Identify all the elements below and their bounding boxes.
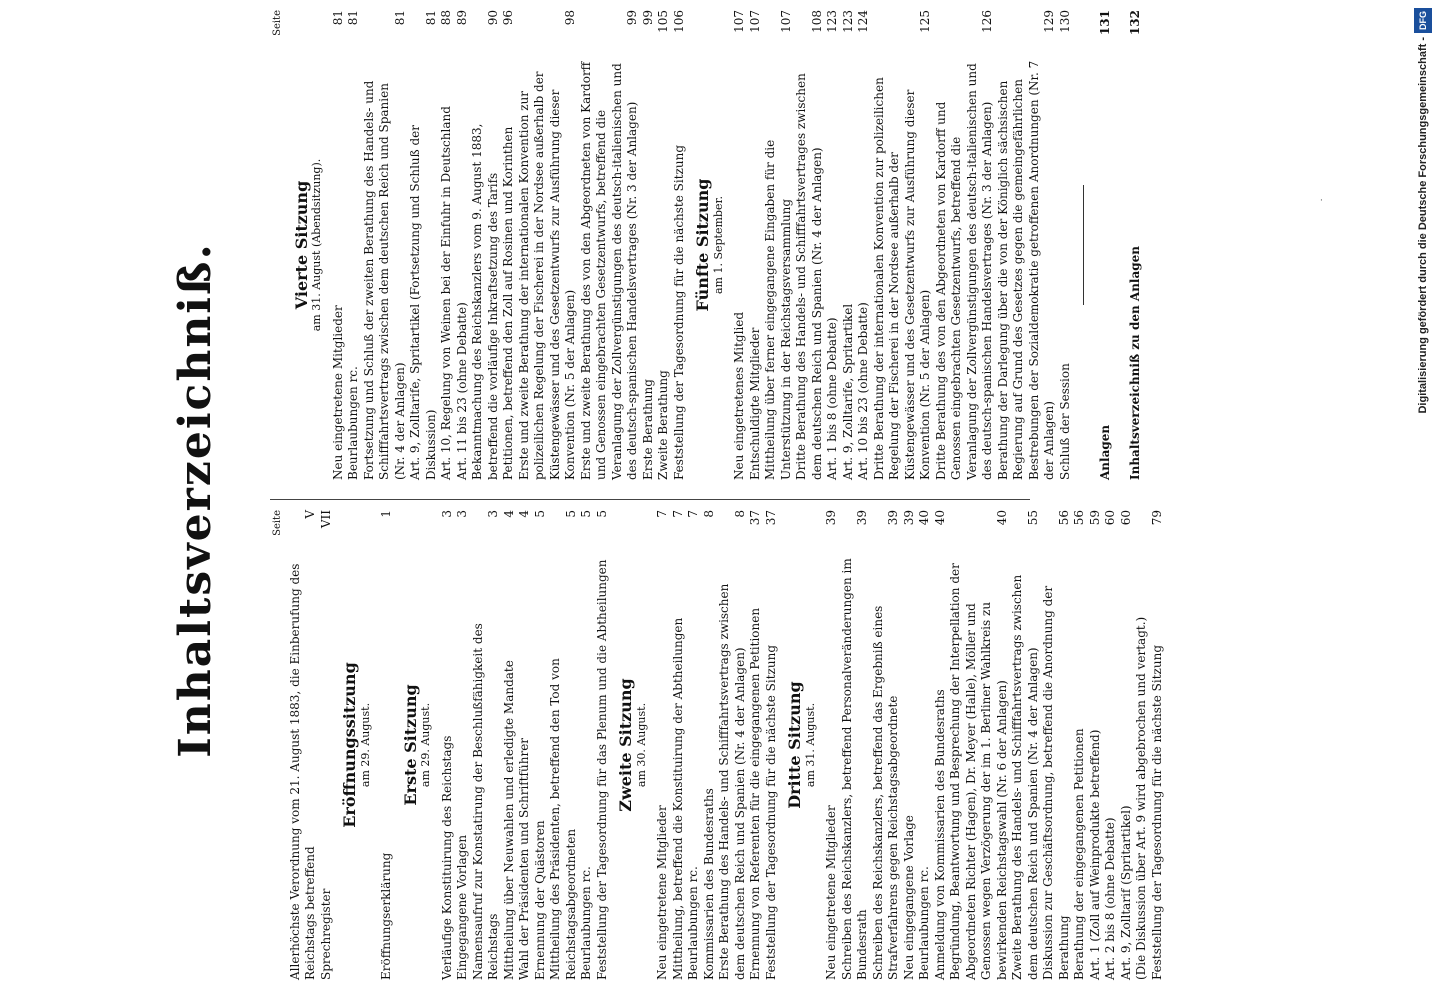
toc-entry: [1058, 10, 1074, 480]
section-date: am 31. August (Abendsitzung).: [310, 158, 323, 332]
toc-entry-text: Berathung der eingegangenen Petitionen: [1072, 728, 1086, 980]
toc-entry: [1103, 510, 1119, 980]
rotated-scan-page: [160, 0, 1400, 1000]
toc-entry-page: 3: [439, 510, 454, 518]
section-heading: Eröffnungssitzung: [340, 662, 359, 828]
toc-entry-text: Dritte Berathung des von den Abgeordneten von Kardorff und Genossen eingebrachten Gesetzentwurfs, betreffend die Veranlagung der Zollvergünstigungen des deutsch-italienischen und des deutsch-spanischen Handelsvertrages (Nr. 3 der Anlagen): [933, 63, 994, 480]
dfg-credit: [1414, 0, 1432, 1000]
toc-entry-text: Mittheilung, betreffend die Konstituirung der Abtheilungen: [670, 617, 685, 980]
toc-entry-page: 55: [1025, 510, 1040, 526]
toc-entry-text: Beurlaubungen rc.: [346, 366, 360, 480]
toc-entry-page: 3: [455, 510, 469, 518]
toc-entry-text: Entschuldigte Mitglieder: [747, 327, 762, 480]
toc-entry-text: Feststellung der Tagesordnung für die nächste Sitzung: [671, 144, 686, 480]
anlagen-entries: [1098, 10, 1143, 480]
toc-entry-text: Inhaltsverzeichniß zu den Anlagen: [1127, 245, 1142, 480]
toc-entry: [702, 510, 718, 980]
page-content: [160, 0, 1400, 1000]
toc-entry: [1088, 510, 1104, 980]
toc-entry-page: 4: [517, 510, 531, 518]
toc-entry-text: Feststellung der Tagesordnung für die nächste Sitzung: [763, 644, 778, 980]
toc-entry-page: 99: [625, 10, 639, 26]
toc-entry-page: 40: [932, 510, 947, 526]
toc-entry-text: Art. 9, Zolltarif (Spritartikel): [1118, 805, 1133, 980]
toc-entry-page: V: [303, 510, 317, 519]
toc-entry-text: Wahl der Präsidenten und Schriftführer: [517, 737, 531, 980]
toc-entry-page: 5: [563, 510, 578, 518]
toc-entry-text: Erste Berathung des Handels- und Schifffahrtsvertrags zwischen dem deutschen Reich und Spanien (Nr. 4 der Anlagen): [717, 583, 747, 980]
toc-entry-text: Dritte Berathung des Handels- und Schifffahrtsvertrages zwischen dem deutschen Reich und Spanien (Nr. 4 der Anlagen): [794, 73, 824, 480]
toc-entry-page: 4: [501, 510, 516, 518]
toc-entry-page: 79: [1149, 510, 1164, 526]
toc-entry-text: Anmeldung von Kommissarien des Bundesraths: [932, 689, 947, 980]
toc-entry-page: 39: [886, 510, 900, 526]
toc-entry: [717, 510, 748, 980]
toc-entry-text: Neu eingetretenes Mitglied: [732, 311, 746, 480]
toc-entry: [996, 10, 1058, 480]
toc-entry: [933, 510, 949, 980]
toc-entry-page: 132: [1127, 10, 1142, 36]
toc-entry-page: 96: [501, 10, 515, 26]
toc-entry-text: Petitionen, betreffend den Zoll auf Rosinen und Korinthen: [501, 126, 515, 480]
toc-entry: [825, 10, 841, 480]
toc-entry-text: Art. 1 (Zoll auf Weinprodukte betreffend): [1087, 729, 1102, 980]
toc-entry-text: Art. 9, Zolltarife, Spritartikel (Fortsetzung und Schluß der Diskussion): [408, 125, 438, 480]
toc-entry-page: 7: [670, 510, 685, 518]
left-column: [270, 510, 1165, 980]
toc-entry: [672, 10, 688, 480]
toc-entry-page: 5: [579, 510, 593, 518]
toc-entry: [1128, 10, 1144, 480]
section-heading: Vierte Sitzung: [291, 180, 311, 310]
toc-entry-page: 99: [640, 10, 655, 26]
toc-entry-page: 107: [778, 10, 793, 33]
toc-entry-page: 3: [486, 510, 500, 518]
toc-entry: [1041, 510, 1072, 980]
toc-entry: [841, 10, 857, 480]
toc-entry-page: 37: [763, 510, 778, 526]
seite-label-right: Seite: [272, 10, 283, 36]
toc-entry-text: Erste und zweite Berathung der internationalen Konvention zur polizeilichen Regelung der Fischerei in der Nordsee außerhalb der Küstengewässer und des Gesetzentwurfs zur Ausführung dieser Konvention (Nr. 5 der Anlagen): [516, 71, 577, 480]
toc-entry-text: Fortsetzung und Schluß der zweiten Berathung des Handels- und Schifffahrtsvertrags zwischen dem deutschen Reich und Spanien (Nr. 4 der Anlagen): [361, 80, 407, 480]
toc-entry-text: Beurlaubungen rc.: [686, 866, 700, 980]
toc-entry: [1150, 510, 1166, 980]
toc-entry-text: Allerhöchste Verordnung vom 21. August 1883, die Einberufung des Reichstags betreffend: [287, 563, 317, 980]
toc-entry-text: Sprechregister: [318, 888, 333, 980]
toc-entry-text: Mittheilung über Neuwahlen und erledigte Mandate: [501, 660, 516, 980]
toc-entry: [934, 10, 996, 480]
toc-entry: [579, 10, 641, 480]
toc-entry: [595, 510, 611, 980]
toc-entry-text: Bekanntmachung des Reichskanzlers vom 9. August 1883, betreffend die vorläufige Inkraftsetzung des Tarifs: [470, 123, 500, 480]
toc-entry-text: Erste Berathung: [640, 379, 655, 480]
toc-entry-page: 81: [346, 10, 360, 26]
toc-entry-page: 130: [1057, 10, 1072, 33]
toc-entry-page: 8: [732, 510, 747, 518]
toc-entry-page: 5: [594, 510, 609, 518]
toc-entry-text: Erste und zweite Berathung des von den Abgeordneten von Kardorff und Genossen eingebrachten Gesetzentwurfs, betreffend die Veranlagung der Zollvergünstigungen des deutsch-italienischen und des deutsch-spanischen Handelsvertrages (Nr. 3 der Anlagen): [578, 61, 639, 480]
toc-entry-text: Begründung, Beantwortung und Besprechung der Interpellation der Abgeordneten Richter (Hagen), Dr. Meyer (Halle), Möller und Genossen wegen Verzögerung der im 1. Berliner Wahlkreis zu bewirkenden Reichstagswahl (Nr. 6 der Anlagen): [948, 563, 1009, 980]
toc-entry-text: Dritte Berathung der internationalen Konvention zur polizeilichen Regelung der Fischerei in der Nordsee außerhalb der Küstengewässer und des Gesetzentwurfs zur Ausführung dieser Konvention (Nr. 5 der Anlagen): [871, 77, 932, 480]
column-divider: [270, 499, 1030, 500]
dfg-logo: DFG: [1414, 8, 1432, 33]
toc-entry: [470, 10, 501, 480]
toc-entry: [872, 10, 934, 480]
toc-entry: [764, 510, 780, 980]
section-heading: Erste Sitzung: [400, 684, 420, 806]
toc-entry-text: Neu eingegangene Vorlage: [901, 815, 916, 980]
toc-entry: [748, 10, 764, 480]
toc-entry: [346, 10, 362, 480]
toc-entry-text: Zweite Berathung: [656, 370, 670, 480]
toc-entry-text: Art. 9, Zolltarife, Spritartikel: [840, 303, 855, 480]
toc-entry-text: Neu eingetretene Mitglieder: [655, 805, 669, 980]
toc-entry-text: Kommissarien des Bundesraths: [701, 788, 716, 980]
toc-entry: [656, 10, 672, 480]
toc-entry: [840, 510, 871, 980]
section-date: am 29. August.: [419, 702, 432, 788]
toc-entry-text: Feststellung der Tagesordnung für die nächste Sitzung: [1149, 644, 1164, 980]
toc-entry-text: Verläufige Konstituirung des Reichstags: [439, 735, 454, 980]
toc-entry-page: 60: [1103, 510, 1117, 526]
toc-entry-page: 1: [379, 510, 393, 518]
toc-entry-page: 89: [454, 10, 469, 26]
separator-rule: [1083, 185, 1084, 305]
toc-entry: [517, 510, 533, 980]
toc-entry-page: 107: [747, 10, 762, 33]
toc-entry-page: 131: [1098, 10, 1112, 36]
toc-entry: [440, 510, 456, 980]
toc-entry: [748, 510, 764, 980]
toc-entry: [824, 510, 840, 980]
toc-entry-page: 81: [330, 10, 345, 26]
toc-entry-text: Art. 10 bis 23 (ohne Debatte): [856, 302, 870, 480]
toc-entry-page: 107: [732, 10, 746, 33]
right-column: [270, 10, 1143, 480]
section-heading: Fünfte Sitzung: [693, 178, 712, 312]
dfg-sidebar: [1412, 0, 1432, 1000]
toc-entry-page: 7: [686, 510, 700, 518]
toc-entry-text: Mittheilung des Präsidenten, betreffend den Tod von Reichstagsabgeordneten: [548, 658, 578, 980]
toc-entry: [641, 10, 657, 480]
toc-entry-page: 90: [485, 10, 500, 26]
left-sections: [342, 510, 1165, 980]
toc-entry: [794, 10, 825, 480]
toc-entry-text: Eröffnungserklärung: [379, 852, 393, 980]
toc-entry-text: Namensaufruf zur Konstatirung der Beschlußfähigkeit des Reichstags: [470, 623, 500, 980]
toc-entry-page: 88: [439, 10, 453, 26]
section-heading: Zweite Sitzung: [616, 678, 635, 812]
toc-entry: [856, 10, 872, 480]
right-sections: [291, 10, 1074, 480]
toc-entry-page: VII: [318, 510, 333, 529]
toc-entry: [517, 10, 579, 480]
toc-entry: [902, 510, 918, 980]
seite-label: Seite: [272, 510, 283, 536]
toc-entry-text: Beurlaubungen rc.: [917, 866, 931, 980]
toc-entry: [379, 510, 395, 980]
toc-entry-text: Ernennung der Quästoren: [532, 820, 547, 980]
toc-entry-text: Schreiben des Reichskanzlers, betreffend das Ergebniß eines Strafverfahrens gegen Reichstagsabgeordnete: [870, 605, 900, 980]
toc-entry-page: 40: [917, 510, 931, 526]
page-title: Inhaltsverzeichniß.: [170, 242, 221, 758]
toc-entry-text: Feststellung der Tagesordnung für das Plenum und die Abtheilungen: [594, 559, 609, 980]
toc-entry-text: Neu eingetretene Mitglieder: [824, 805, 838, 980]
section-date: am 29. August.: [358, 702, 372, 788]
toc-entry: [439, 10, 455, 480]
toc-entry-text: Diskussion zur Geschäftsordnung, betreffend die Anordnung der Berathung: [1041, 585, 1071, 980]
toc-entry-page: 56: [1072, 510, 1086, 526]
toc-entry: [1072, 510, 1088, 980]
toc-entry-page: 81: [423, 10, 438, 26]
toc-entry-page: 129: [1042, 10, 1056, 33]
toc-entry-text: Berathung der Darlegung über die von der Königlich sächsischen Regierung auf Grund des Gesetzes gegen die gemeingefährlichen Bestrebungen der Sozialdemokratie getroffenen Anordnungen (Nr. 7 der Anlagen): [995, 60, 1056, 480]
toc-entry-page: 40: [994, 510, 1009, 526]
toc-entry-text: Beurlaubungen rc.: [579, 866, 593, 980]
intro-entries: [288, 510, 335, 980]
toc-entry-text: Art. 11 bis 23 (ohne Debatte): [454, 302, 469, 480]
toc-entry: [671, 510, 687, 980]
toc-entry: [1010, 510, 1041, 980]
section-date: am 1. September.: [711, 195, 725, 295]
toc-entry-page: 123: [825, 10, 839, 33]
toc-entry-text: Art. 2 bis 8 (ohne Debatte): [1103, 817, 1117, 980]
dfg-credit-text: Digitalisierung gefördert durch die Deutsche Forschungsgemeinschaft -: [1417, 37, 1429, 414]
toc-entry-page: 123: [840, 10, 855, 33]
toc-entry: [319, 510, 335, 980]
toc-entry-page: 39: [855, 510, 869, 526]
toc-entry-page: 37: [748, 510, 762, 526]
toc-entry-page: 108: [809, 10, 824, 33]
toc-entry: [533, 510, 549, 980]
toc-entry-page: 105: [656, 10, 670, 33]
toc-entry-text: Ernennung von Referenten für die eingegangenen Petitionen: [748, 607, 762, 980]
toc-entry: [408, 10, 439, 480]
toc-entry: [1098, 10, 1114, 480]
toc-entry-text: Neu eingetretene Mitglieder: [330, 305, 345, 480]
toc-entry-page: 59: [1087, 510, 1102, 526]
toc-entry-text: Art. 10, Regelung von Weinen bei der Einfuhr in Deutschland: [439, 106, 453, 480]
toc-entry-page: 125: [918, 10, 932, 33]
toc-entry: [455, 510, 471, 980]
toc-entry-text: (Die Diskussion über Art. 9 wird abgebrochen und vertagt.): [1134, 616, 1148, 980]
toc-entry: [1134, 510, 1150, 980]
toc-entry-text: Zweite Berathung des Handels- und Schifffahrtsvertrags zwischen dem deutschen Reich und Spanien (Nr. 4 der Anlagen): [1010, 574, 1040, 980]
toc-entry-page: 106: [671, 10, 686, 33]
toc-entry: [732, 10, 748, 480]
toc-entry-page: 60: [1118, 510, 1133, 526]
toc-entry: [763, 10, 794, 480]
toc-entry: [288, 510, 319, 980]
section-date: am 30. August.: [634, 702, 648, 788]
toc-entry: [331, 10, 347, 480]
toc-entry: [655, 510, 671, 980]
toc-entry-page: 124: [856, 10, 870, 33]
section-heading: Dritte Sitzung: [785, 681, 804, 809]
toc-entry-text: Art. 1 bis 8 (ohne Debatte): [825, 317, 839, 480]
toc-entry-page: 39: [824, 510, 838, 526]
toc-entry: [948, 510, 1010, 980]
toc-entry: [455, 10, 471, 480]
toc-entry: [501, 10, 517, 480]
section-date: am 31. August.: [803, 702, 817, 788]
scan-artifact: ·: [1320, 196, 1323, 206]
toc-entry: [471, 510, 502, 980]
toc-entry-page: 56: [1056, 510, 1071, 526]
toc-entry: [548, 510, 579, 980]
toc-entry-text: Anlagen: [1098, 424, 1112, 480]
toc-entry: [362, 10, 409, 480]
toc-entry-page: 8: [701, 510, 716, 518]
toc-entry: [871, 510, 902, 980]
toc-entry: [1119, 510, 1135, 980]
toc-entry-text: Mittheilung über ferner eingegangene Eingaben für die Unterstützung in der Reichstagsversammlung: [763, 139, 793, 480]
toc-entry-text: Schluß der Session: [1057, 363, 1072, 480]
toc-entry: [917, 510, 933, 980]
toc-entry: [686, 510, 702, 980]
toc-entry-page: 98: [563, 10, 577, 26]
toc-entry-page: 7: [655, 510, 669, 518]
toc-entry-text: Eingegangene Vorlagen: [455, 834, 469, 980]
toc-entry-page: 126: [980, 10, 994, 33]
toc-entry: [502, 510, 518, 980]
toc-entry-page: 5: [532, 510, 547, 518]
toc-entry-page: 81: [392, 10, 407, 26]
toc-entry-page: 39: [901, 510, 916, 526]
toc-entry: [579, 510, 595, 980]
toc-entry-text: Schreiben des Reichskanzlers, betreffend Personalveränderungen im Bundesrath: [839, 558, 869, 980]
